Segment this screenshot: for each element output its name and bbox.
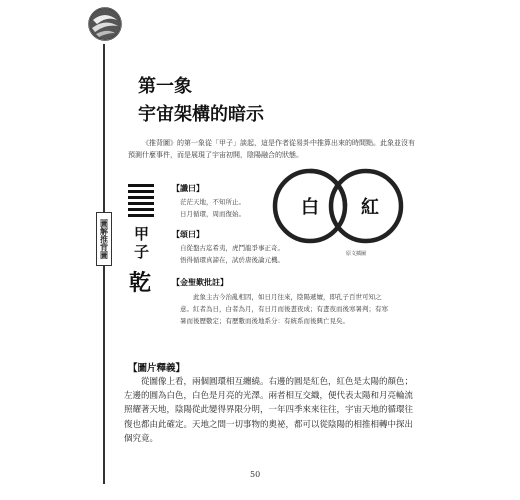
gua-name: 甲子 — [132, 226, 150, 262]
hexagram-symbol — [128, 184, 154, 220]
gua-character: 乾 — [129, 271, 152, 296]
intro-paragraph: 《推背圖》的第一象從「甲子」談起，這是作者從易卦中推算出來的時間點。此象並沒有預測什麼事件，而是展現了宇宙初開，陰陽融合的狀態。 — [128, 139, 415, 159]
ode-label: 【頌曰】 — [172, 230, 204, 239]
side-tab-label: 圖解推背圖 — [99, 219, 109, 259]
chapter-heading: 第一象 — [138, 76, 192, 97]
commentary-label: 【金聖歎批註】 — [172, 278, 228, 287]
ode-line: 自從盤古迄希夷，虎鬥龍爭事正奇。 — [180, 244, 284, 252]
page-title: 宇宙架構的暗示 — [138, 104, 264, 125]
side-tab — [96, 212, 112, 266]
diagram-caption: 原文插圖 — [345, 251, 367, 257]
ode-line: 悟得循環真諦在，試於唐後論元機。 — [180, 256, 284, 264]
red-circle-label: 紅 — [361, 197, 379, 218]
swirl-orb-icon — [87, 6, 123, 42]
figure-section-text: 從圖像上看，兩個圓環相互纏繞。右邊的圓是紅色，紅色是太陽的顏色；左邊的圓為白色，白色是月亮的光澤。兩者相互交織，便代表太陽和月亮輪流照耀著天地，陰陽從此變得界限分明，一年四季來來往往，宇宙天地的循環往復也都由此確定。天地之間一切事物的奧祕，都可以從陰陽的相推相轉中探出個究竟。 — [124, 377, 414, 444]
page-number: 50 — [250, 470, 261, 479]
white-circle-label: 白 — [301, 197, 319, 218]
oracle-verse — [180, 196, 245, 220]
figure-section-label: 【圖片釋義】 — [128, 363, 186, 374]
oracle-line: 茫茫天地，不知所止。 — [180, 198, 245, 206]
interlocking-circles-diagram — [262, 163, 412, 261]
commentary-text: 此象主古今治亂相因，如日月往來，陰陽遞嬗，即孔子百世可知之意。紅者為日，白者為月，有日月而後晝夜成；有晝夜而後寒暑判；有寒暑而後歷數定；有歷數而後地系分：有統系而後興亡見矣。 — [180, 293, 388, 325]
oracle-line: 日月循環，周而復始。 — [180, 210, 245, 218]
oracle-label: 【讖曰】 — [172, 184, 204, 193]
